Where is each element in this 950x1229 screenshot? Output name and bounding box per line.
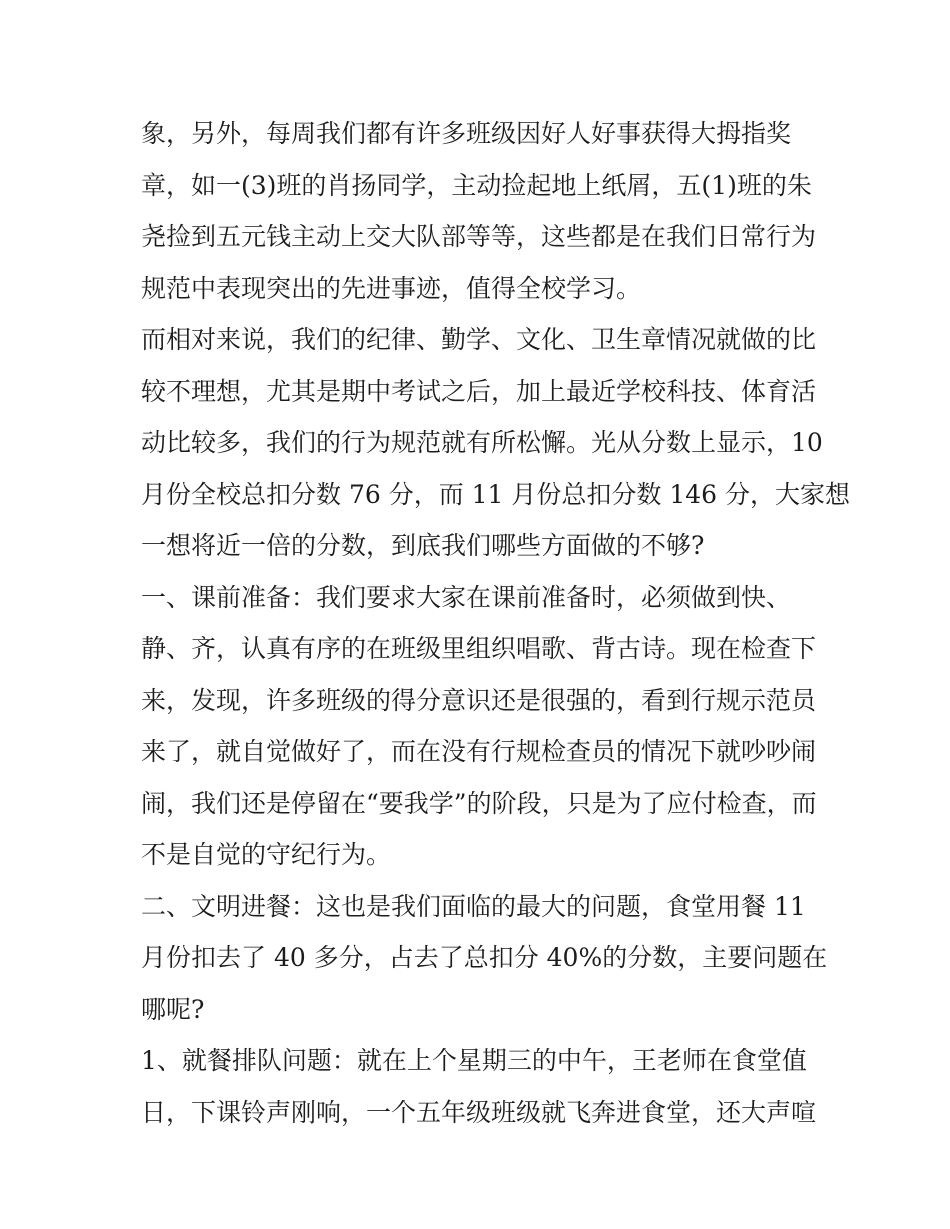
text-line: 规范中表现突出的先进事迹，值得全校学习。 bbox=[141, 273, 642, 303]
text-line: 月份全校总扣分数 76 分，而 11 月份总扣分数 146 分，大家想 bbox=[141, 479, 851, 509]
text-line: 一想将近一倍的分数，到底我们哪些方面做的不够? bbox=[141, 531, 705, 560]
text-line: 静、齐，认真有序的在班级里组织唱歌、背古诗。现在检查下 bbox=[141, 634, 817, 663]
text-line: 哪呢? bbox=[141, 994, 205, 1024]
text-line: 二、文明进餐：这也是我们面临的最大的问题，食堂用餐 11 bbox=[141, 891, 806, 921]
text-line: 日，下课铃声刚响，一个五年级班级就飞奔进食堂，还大声喧 bbox=[141, 1097, 817, 1127]
text-line: 象，另外，每周我们都有许多班级因好人好事获得大拇指奖 bbox=[141, 119, 792, 148]
text-line: 来了，就自觉做好了，而在没有行规检查员的情况下就吵吵闹 bbox=[141, 737, 817, 766]
text-line: 动比较多，我们的行为规范就有所松懈。光从分数上显示，10 bbox=[141, 428, 823, 457]
text-line: 章，如一(3)班的肖扬同学，主动捡起地上纸屑，五(1)班的朱 bbox=[141, 170, 812, 200]
text-line: 尧捡到五元钱主动上交大队部等等，这些都是在我们日常行为 bbox=[141, 222, 817, 251]
text-line: 不是自觉的守纪行为。 bbox=[141, 840, 392, 869]
text-line: 月份扣去了 40 多分，占去了总扣分 40%的分数，主要问题在 bbox=[141, 943, 828, 972]
text-line: 1、就餐排队问题：就在上个星期三的中午，王老师在食堂值 bbox=[141, 1046, 807, 1075]
text-line: 一、课前准备：我们要求大家在课前准备时，必须做到快、 bbox=[141, 582, 792, 612]
text-line: 而相对来说，我们的纪律、勤学、文化、卫生章情况就做的比 bbox=[141, 325, 817, 354]
body-text bbox=[141, 108, 851, 1138]
text-line: 来，发现，许多班级的得分意识还是很强的，看到行规示范员 bbox=[141, 685, 817, 715]
text-line: 较不理想，尤其是期中考试之后，加上最近学校科技、体育活 bbox=[141, 376, 817, 406]
text-line: 闹，我们还是停留在“要我学”的阶段，只是为了应付检查，而 bbox=[141, 788, 817, 818]
